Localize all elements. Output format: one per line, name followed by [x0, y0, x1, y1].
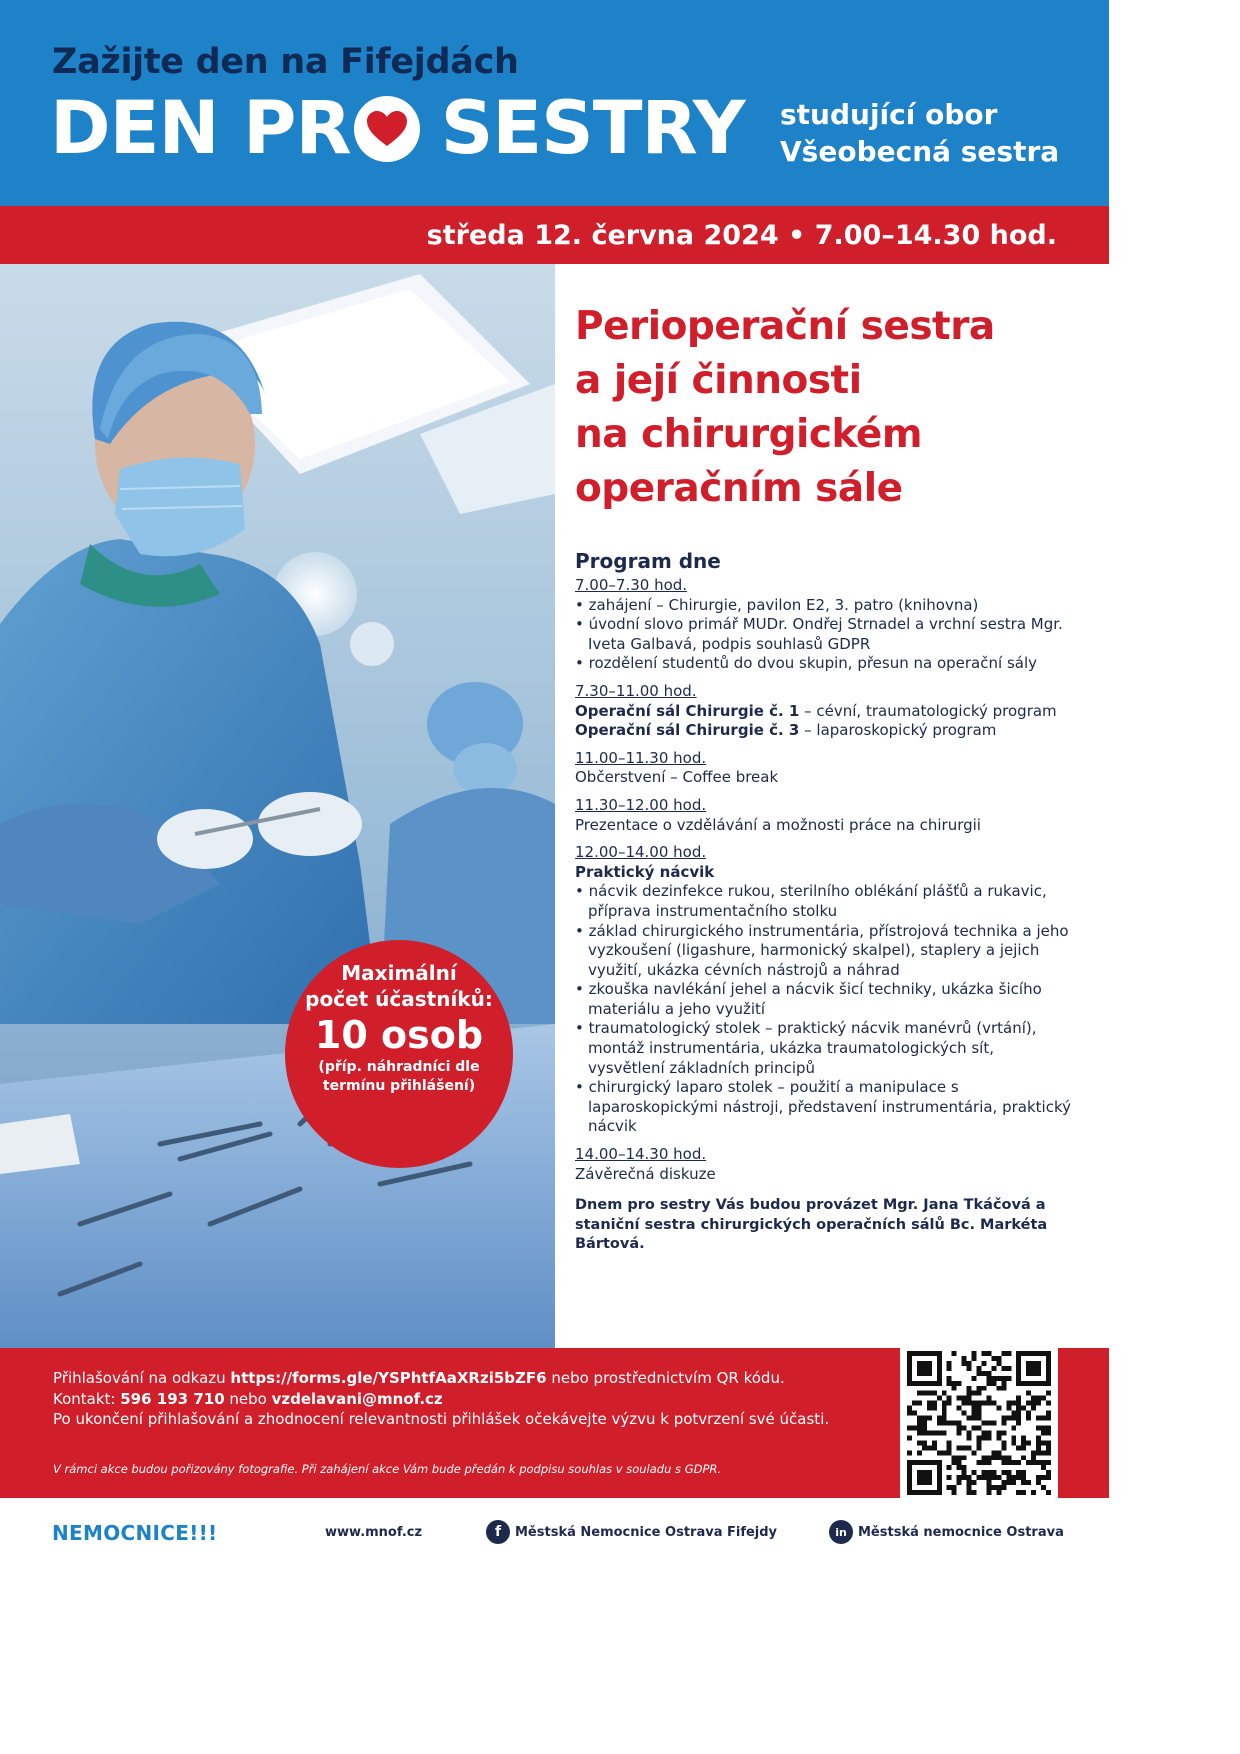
registration-text: [53, 1368, 883, 1430]
facebook-link[interactable]: [486, 1520, 777, 1544]
contact-phone[interactable]: 596 193 710: [120, 1389, 225, 1408]
room1-program: – cévní, traumatologický program: [799, 701, 1057, 720]
program-time: 12.00–14.00 hod.: [575, 843, 707, 862]
badge-note1: (příp. náhradníci dle: [318, 1059, 480, 1075]
program-block: [575, 796, 1075, 835]
tagline: Zažijte den na Fifejdách: [52, 42, 519, 82]
room1-name: Operační sál Chirurgie č. 1: [575, 701, 800, 720]
surgical-nurse-photo: [0, 264, 555, 1348]
program-block: [575, 749, 1075, 788]
confirmation-note: Po ukončení přihlašování a zhodnocení relevantnosti přihlášek očekávejte výzvu k potvrzení své účasti.: [53, 1410, 830, 1428]
registration-line: [53, 1368, 883, 1389]
program-time: 7.30–11.00 hod.: [575, 681, 697, 700]
program-time: 11.00–11.30 hod.: [575, 748, 707, 767]
contact-prefix: Kontakt:: [53, 1389, 121, 1408]
heart-icon: [354, 96, 420, 162]
capacity-badge: [285, 940, 513, 1168]
gdpr-note: V rámci akce budou pořizovány fotografie. Při zahájení akce Vám bude předán k podpisu souhlas v souladu s GDPR.: [53, 1462, 722, 1476]
linkedin-link[interactable]: [829, 1520, 1064, 1544]
heading-line: Perioperační sestra: [575, 304, 995, 349]
guides-note: Dnem pro sestry Vás budou provázet Mgr. Jana Tkáčová a staniční sestra chirurgických operačních sálů Bc. Markéta Bártová.: [575, 1197, 1048, 1253]
program-item: • úvodní slovo primář MUDr. Ondřej Strnadel a vrchní sestra Mgr. Iveta Galbavá, podpis souhlasů GDPR: [575, 615, 1075, 654]
program-block: [575, 843, 1075, 1137]
program-item: • rozdělení studentů do dvou skupin, přesun na operační sály: [575, 654, 1075, 674]
badge-line2: počet účastníků:: [305, 987, 493, 1011]
badge-note2: termínu přihlášení): [322, 1078, 476, 1094]
heading-line: a její činnosti: [575, 358, 862, 403]
reg-suffix: nebo prostřednictvím QR kódu.: [546, 1369, 785, 1387]
program-item: • zkouška navlékání jehel a nácvik šicí techniky, ukázka šicího materiálu a jeho využití: [575, 980, 1075, 1019]
event-title-part2: SESTRY: [440, 86, 745, 171]
program-item: [575, 721, 1075, 741]
program-block: [575, 682, 1075, 741]
program-item: Prezentace o vzdělávání a možnosti práce na chirurgii: [575, 815, 981, 834]
program-time: 11.30–12.00 hod.: [575, 795, 707, 814]
contact-email[interactable]: vzdelavani@mnof.cz: [271, 1389, 443, 1408]
website-link[interactable]: www.mnof.cz: [325, 1525, 423, 1540]
room3-name: Operační sál Chirurgie č. 3: [575, 721, 800, 740]
heading-line: operačním sále: [575, 466, 903, 511]
event-title: [50, 86, 745, 171]
badge-line1: Maximální: [341, 961, 457, 985]
reg-prefix: Přihlašování na odkazu: [53, 1369, 231, 1387]
program-item: • chirurgický laparo stolek – použití a manipulace s laparoskopickými nástroji, představení instrumentária, praktický nácvik: [575, 1078, 1075, 1137]
contact-line: [53, 1389, 883, 1410]
program-item: • zahájení – Chirurgie, pavilon E2, 3. patro (knihovna): [575, 596, 1075, 616]
program-time: 14.00–14.30 hod.: [575, 1145, 707, 1164]
facebook-label: Městská Nemocnice Ostrava Fifejdy: [515, 1524, 778, 1540]
registration-link[interactable]: https://forms.gle/YSPhtfAaXRzi5bZF6: [230, 1369, 547, 1387]
audience-text: [780, 96, 1059, 170]
program-item: [575, 702, 1075, 722]
event-date: středa 12. června 2024 • 7.00–14.30 hod.: [426, 220, 1057, 251]
facebook-icon: f: [486, 1520, 510, 1544]
bottom-bar: [0, 1498, 1109, 1568]
program-title: Program dne: [575, 549, 721, 573]
badge-capacity: 10 osob: [314, 1013, 484, 1057]
program-column: [575, 300, 1075, 1255]
event-title-part1: DEN PR: [50, 86, 351, 171]
audience-line2: Všeobecná sestra: [780, 135, 1060, 168]
program-item: • traumatologický stolek – praktický nácvik manévrů (vrtání), montáž instrumentária, ukázka traumatologických sít, vysvětlení základních principů: [575, 1019, 1075, 1078]
qr-code-icon[interactable]: [900, 1348, 1058, 1498]
program-item: Závěrečná diskuze: [575, 1164, 716, 1183]
program-item: • základ chirurgického instrumentária, přístrojová technika a jeho vyzkoušení (ligashure, harmonický skalpel), staplery a jejich využití, ukázka cévních nástrojů a náhrad: [575, 922, 1075, 981]
contact-mid: nebo: [224, 1389, 272, 1408]
program-block: [575, 576, 1075, 674]
audience-line1: studující obor: [780, 98, 998, 131]
program-subtitle: Praktický nácvik: [575, 862, 715, 881]
linkedin-label: Městská nemocnice Ostrava: [858, 1524, 1064, 1540]
program-time: 7.00–7.30 hod.: [575, 576, 688, 594]
hospital-logo: NEMOCNICE!!!: [52, 1521, 218, 1545]
room3-program: – laparoskopický program: [799, 721, 997, 740]
program-block: [575, 1145, 1075, 1184]
heading-line: na chirurgickém: [575, 412, 923, 457]
program-item: Občerstvení – Coffee break: [575, 768, 779, 787]
program-item: • nácvik dezinfekce rukou, sterilního oblékání plášťů a rukavic, příprava instrumentačního stolku: [575, 882, 1075, 921]
main-heading: [575, 300, 1075, 516]
linkedin-icon: in: [829, 1520, 853, 1544]
